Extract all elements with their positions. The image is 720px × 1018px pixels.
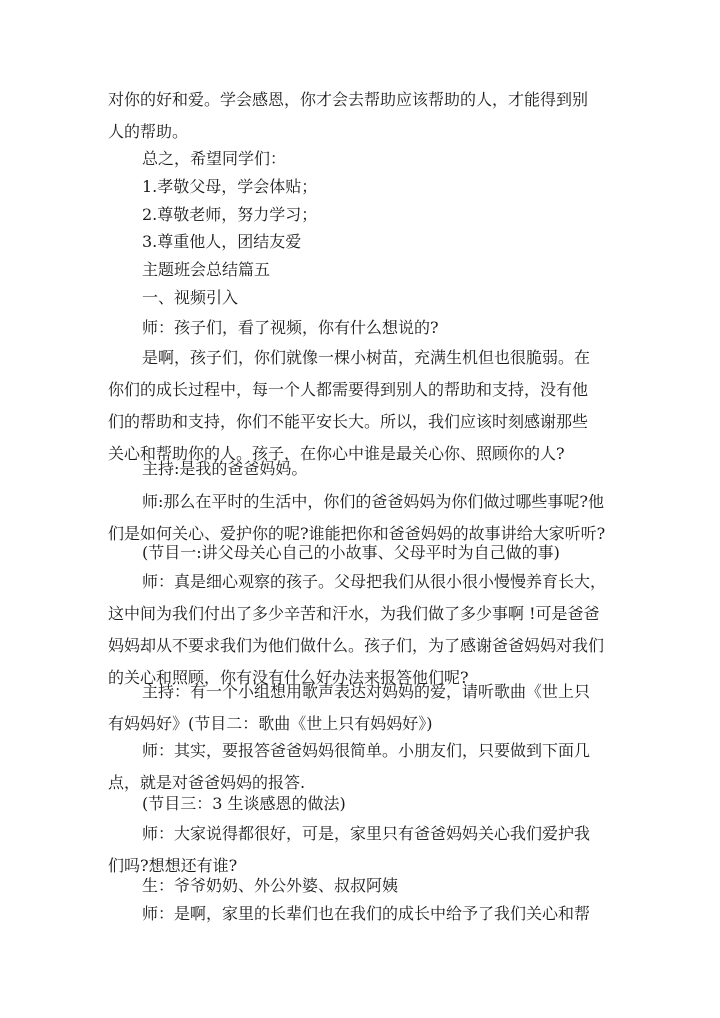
text-line: 们是如何关心、爱护你的呢?谁能把你和爸爸妈妈的故事讲给大家听听?: [108, 524, 606, 543]
section-heading: [108, 282, 618, 314]
text-line: 3.尊重他人，团结友爱: [142, 232, 302, 251]
text-line: 师：是啊，家里的长辈们也在我们的成长中给予了我们关心和帮: [142, 904, 591, 923]
text-line: 有妈妈好》(节目二：歌曲《世上只有妈妈好》): [108, 714, 433, 733]
text-line: 生：爷爷奶奶、外公外婆、叔叔阿姨: [142, 876, 399, 895]
text-line: 点，就是对爸爸妈妈的报答.: [108, 773, 306, 792]
text-line: 师：大家说得都很好，可是，家里只有爸爸妈妈关心我们爱护我: [142, 824, 591, 843]
paragraph: [108, 342, 618, 470]
paragraph: [108, 566, 618, 694]
paragraph: [108, 898, 618, 930]
paragraph: [108, 84, 618, 148]
text-line: 们吗?想想还有谁?: [108, 856, 238, 875]
text-line: 2.尊敬老师，努力学习；: [142, 205, 318, 224]
text-line: 主持：有一个小组想用歌声表达对妈妈的爱，请听歌曲《世上只: [142, 682, 591, 701]
text-line: 主持:是我的爸爸妈妈。: [142, 459, 308, 478]
text-line: 师：孩子们，看了视频，你有什么想说的?: [142, 318, 439, 337]
text-line: 师:那么在平时的生活中，你们的爸爸妈妈为你们做过哪些事呢?他: [142, 492, 604, 511]
text-line: 人的帮助。: [108, 122, 189, 141]
paragraph: [108, 453, 618, 485]
text-line: 对你的好和爱。学会感恩，你才会去帮助应该帮助的人，才能得到别: [108, 90, 589, 109]
text-line: 总之，希望同学们：: [142, 149, 287, 168]
text-line: 是啊，孩子们，你们就像一棵小树苗，充满生机但也很脆弱。在: [142, 348, 591, 367]
text-line: (节目一:讲父母关心自己的小故事、父母平时为自己做的事): [142, 543, 560, 562]
text-line: (节目三：3 生谈感恩的做法): [142, 794, 346, 813]
text-line: 师：真是细心观察的孩子。父母把我们从很小很小慢慢养育长大，: [142, 572, 607, 591]
paragraph: [108, 312, 618, 344]
text-line: 一、视频引入: [142, 288, 239, 307]
text-line: 这中间为我们付出了多少辛苦和汗水，为我们做了多少事啊 !可是爸爸: [108, 604, 600, 623]
paragraph: [108, 676, 618, 740]
text-line: 的关心和照顾，你有没有什么好办法来报答他们呢?: [108, 668, 469, 687]
paragraph: [108, 788, 618, 820]
text-line: 关心和帮助你的人。孩子，在你心中谁是最关心你、照顾你的人?: [108, 444, 565, 463]
text-line: 1.孝敬父母，学会体贴；: [142, 177, 318, 196]
text-line: 师：其实，要报答爸爸妈妈很简单。小朋友们，只要做到下面几: [142, 741, 591, 760]
text-line: 妈妈却从不要求我们为他们做什么。孩子们，为了感谢爸爸妈妈对我们: [108, 636, 605, 655]
text-line: 主题班会总结篇五: [142, 260, 271, 279]
paragraph: [108, 537, 618, 569]
text-line: 们的帮助和支持，你们不能平安长大。所以，我们应该时刻感谢那些: [108, 412, 589, 431]
text-line: 你们的成长过程中，每一个人都需要得到别人的帮助和支持，没有他: [108, 380, 589, 399]
